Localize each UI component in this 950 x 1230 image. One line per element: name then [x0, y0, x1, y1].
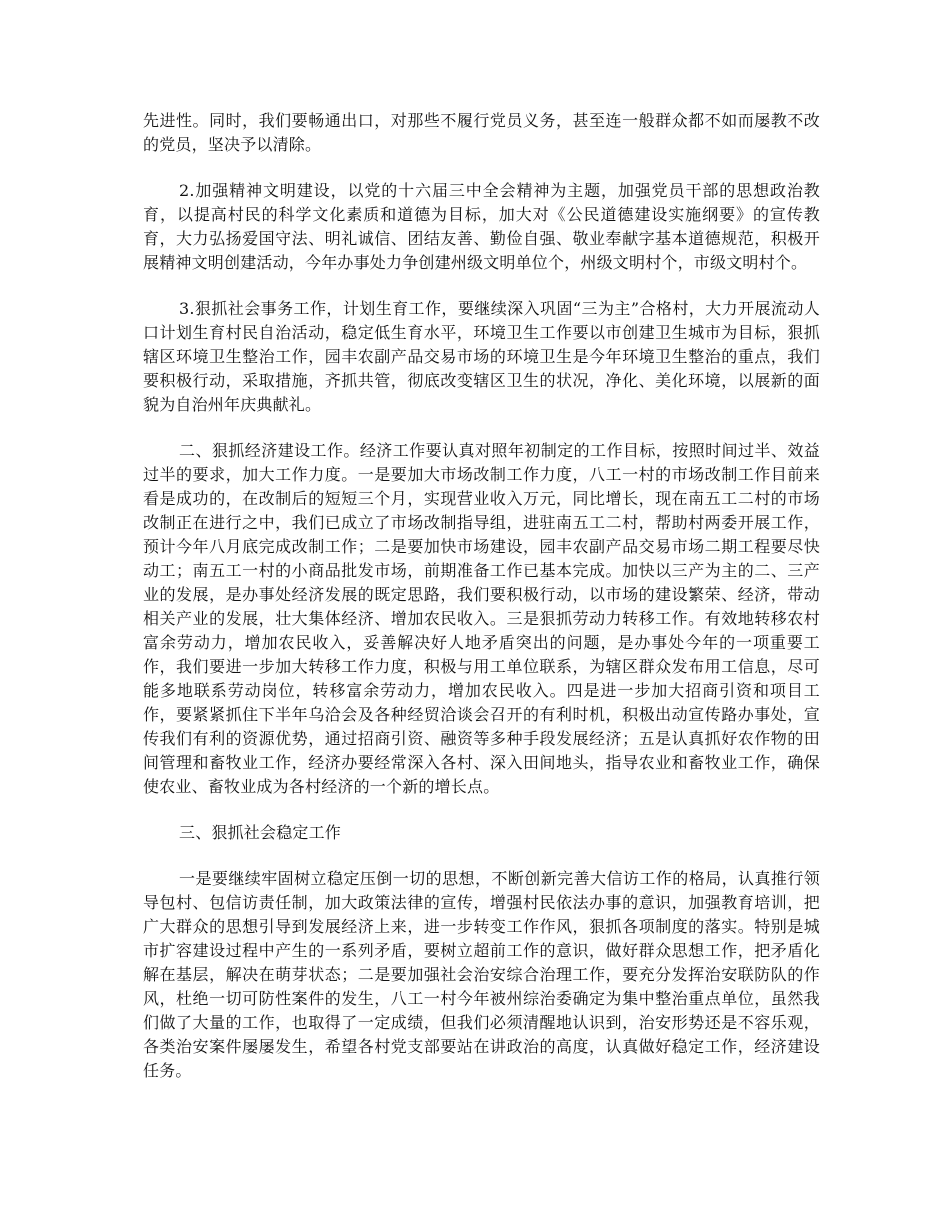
paragraph-party-member-exit: 先进性。同时，我们要畅通出口，对那些不履行党员义务，甚至连一般群众都不如而屡教不改的党员，坚决予以清除。 [143, 111, 820, 154]
paragraph-social-stability: 一是要继续牢固树立稳定压倒一切的思想，不断创新完善大信访工作的格局，认真推行领导包村、包信访责任制，加大政策法律的宣传，增强村民依法办事的意识，加强教育培训，把广大群众的思想引导到发展经济上来，进一步转变工作作风，狠抓各项制度的落实。特别是城市扩容建设过程中产生的一系列矛盾，要树立超前工作的意识，做好群众思想工作，把矛盾化解在基层，解决在萌芽状态；二是要加强社会治安综合治理工作，要充分发挥治安联防队的作风，杜绝一切可防性案件的发生，八工一村今年被州综治委确定为集中整治重点单位，虽然我们做了大量的工作，也取得了一定成绩，但我们必须清醒地认识到，治安形势还是不容乐观，各类治安案件屡屡发生，希望各村党支部要站在讲政治的高度，认真做好稳定工作，经济建设任务。 [143, 869, 820, 1080]
paragraph-social-affairs: 3.狠抓社会事务工作，计划生育工作，要继续深入巩固“三为主”合格村，大力开展流动人口计划生育村民自治活动，稳定低生育水平，环境卫生工作要以市创建卫生城市为目标，狠抓辖区环境卫生整治工作，园丰农副产品交易市场的环境卫生是今年环境卫生整治的重点，我们要积极行动，采取措施，齐抓共管，彻底改变辖区卫生的状况，净化、美化环境，以展新的面貌为自治州年庆典献礼。 [143, 299, 820, 414]
paragraph-economic-construction: 二、狠抓经济建设工作。经济工作要认真对照年初制定的工作目标，按照时间过半、效益过半的要求，加大工作力度。一是要加大市场改制工作力度，八工一村的市场改制工作目前来看是成功的，在改制后的短短三个月，实现营业收入万元，同比增长，现在南五工二村的市场改制正在进行之中，我们已成立了市场改制指导组，进驻南五工二村，帮助村两委开展工作，预计今年八月底完成改制工作；二是要加快市场建设，园丰农副产品交易市场二期工程要尽快动工；南五工一村的小商品批发市场，前期准备工作已基本完成。加快以三产为主的二、三产业的发展，是办事处经济发展的既定思路，我们要积极行动，以市场的建设繁荣、经济，带动相关产业的发展，壮大集体经济、增加农民收入。三是狠抓劳动力转移工作。有效地转移农村富余劳动力，增加农民收入，妥善解决好人地矛盾突出的问题，是办事处今年的一项重要工作，我们要进一步加大转移工作力度，积极与用工单位联系，为辖区群众发布用工信息，尽可能多地联系劳动岗位，转移富余劳动力，增加农民收入。四是进一步加大招商引资和项目工作，要紧紧抓住下半年乌洽会及各种经贸洽谈会召开的有利时机，积极出动宣传路办事处，宣传我们有利的资源优势，通过招商引资、融资等多种手段发展经济；五是认真抓好农作物的田间管理和畜牧业工作，经济办要经常深入各村、深入田间地头，指导农业和畜牧业工作，确保使农业、畜牧业成为各村经济的一个新的增长点。 [143, 441, 820, 796]
paragraph-spiritual-civilization: 2.加强精神文明建设，以党的十六届三中全会精神为主题，加强党员干部的思想政治教育，以提高村民的科学文化素质和道德为目标，加大对《公民道德建设实施纲要》的宣传教育，大力弘扬爱国守法、明礼诚信、团结友善、勤俭自强、敬业奉献字基本道德规范，积极开展精神文明创建活动，今年办事处力争创建州级文明单位个，州级文明村个，市级文明村个。 [143, 181, 820, 272]
section-heading-social-stability: 三、狠抓社会稳定工作 [179, 823, 342, 842]
